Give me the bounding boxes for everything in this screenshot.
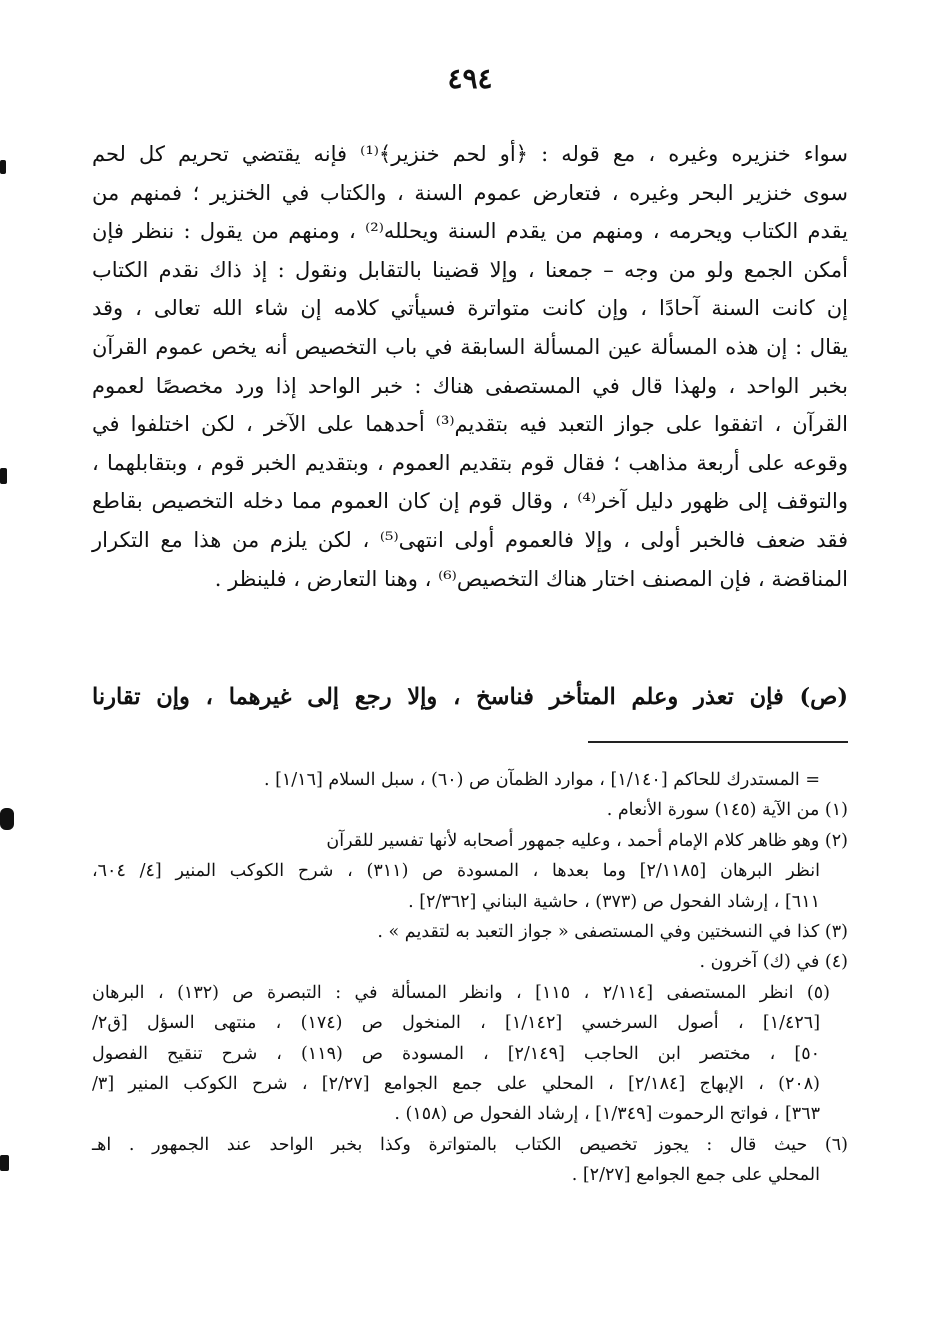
footnote-6-cont: المحلي على جمع الجوامع [٢/٢٧] . [571, 1165, 820, 1186]
body-line: والتوقف إلى ظهور دليل آخر⁽⁴⁾ ، وقال قوم إن كان العموم مما دخله التخصيص بقاطع [92, 489, 848, 514]
body-line: فقد ضعف فالخبر أولى ، وإلا فالعموم أولى انتهى⁽⁵⁾ ، لكن يلزم من هذا مع التكرار [92, 527, 848, 552]
scan-mark [0, 808, 14, 830]
body-line: وقوعه على أربعة مذاهب ؛ فقال قوم بتقديم العموم ، وبتقديم الخبر قوم ، وبتقابلهما ، [92, 450, 848, 475]
footnotes [92, 765, 848, 1190]
footnote-6: (٦) حيث قال : يجوز تخصيص الكتاب بالمتواترة وكذا بخبر الواحد عند الجمهور . اهـ [92, 1134, 848, 1155]
body-line: بخبر الواحد ، ولهذا قال في المستصفى هناك : خبر الواحد إذا ورد مخصصًا لعموم [92, 373, 848, 398]
footnote-5-cont: (٢٠٨) ، الإبهاج [٢/١٨٤] ، المحلي على جمع الجوامع [٢/٢٧] ، شرح الكوكب المنير [٣/ [92, 1073, 820, 1094]
scan-mark [0, 1155, 9, 1171]
commentary-text [92, 135, 848, 598]
footnote-3: (٣) كذا في النسختين وفي المستصفى « جواز التعبد به لتقديم » . [377, 921, 848, 942]
footnote-2-cont: ٦١١] ، إرشاد الفحول ص (٣٧٣) ، حاشية البناني [٢/٣٦٢] . [408, 891, 820, 912]
footnote-1: (١) من الآية (١٤٥) سورة الأنعام . [606, 800, 848, 821]
body-line: إن كانت السنة آحادًا ، وإن كانت متواترة فسيأتي كلامه إن شاء الله تعالى ، وقد [92, 296, 848, 321]
footnote-5-cont: ٥٠] ، مختصر ابن الحاجب [٢/١٤٩] ، المسودة ص (١١٩) ، شرح تنقيح الفصول [92, 1043, 820, 1064]
body-line: القرآن ، اتفقوا على جواز التعبد فيه بتقديم⁽³⁾ أحدهما على الآخر ، لكن اختلفوا في [92, 412, 849, 437]
body-line: أمكن الجمع ولو من وجه – جمعنا ، وإلا قضينا بالتقابل ونقول : إذ ذاك نقدم الكتاب [92, 257, 848, 282]
footnote-separator [588, 741, 848, 743]
body-line: سوى خنزير البحر وغيره ، فتعارض عموم السنة ، والكتاب في الخنزير ؛ فمنهم من [92, 180, 848, 205]
body-line: سواء خنزيره وغيره ، مع قوله : ﴿أو لحم خنزير﴾⁽¹⁾ فإنه يقتضي تحريم كل لحم [92, 142, 849, 166]
body-line: يقال : إن هذه المسألة عين المسألة السابقة في باب التخصيص أنه يخص عموم القرآن [92, 334, 848, 359]
scan-mark [0, 468, 7, 484]
scan-mark [0, 160, 6, 174]
body-line: المناقضة ، فإن المصنف اختار هناك التخصيص⁽⁶⁾ ، وهنا التعارض ، فلينظر . [214, 566, 848, 591]
footnote-2: (٢) وهو ظاهر كلام الإمام أحمد ، وعليه جمهور أصحابه لأنها تفسير للقرآن [326, 830, 848, 851]
footnote-5-cont: ٣٦٣] ، فواتح الرحموت [١/٣٤٩] ، إرشاد الفحول ص (١٥٨) . [394, 1104, 820, 1125]
footnote-continuation: = المستدرك للحاكم [١/١٤٠] ، موارد الظمآن ص (٦٠) ، سبل السلام [١/١٦] . [263, 770, 820, 790]
footnote-4: (٤) في (ك) آخرون . [699, 952, 848, 973]
footnote-5-cont: [١/٤٢٦] ، أصول السرخسي [١/١٤٢] ، المنخول ص (١٧٤) ، منتهى السؤل [ق٢/ [92, 1013, 821, 1034]
body-line: يقدم الكتاب ويحرمه ، ومنهم من يقدم السنة ويحلله⁽²⁾ ، ومنهم من يقول : ننظر فإن [92, 219, 848, 244]
page-number: ٤٩٤ [447, 62, 493, 95]
matn-text: (ص) فإن تعذر وعلم المتأخر فناسخ ، وإلا رجع إلى غيرهما ، وإن تقارنا [92, 684, 848, 710]
footnote-5: (٥) انظر المستصفى [٢/١١٤ ، ١١٥] ، وانظر المسألة في : التبصرة ص (١٣٢) ، البرهان [92, 982, 830, 1003]
footnote-2-cont: انظر البرهان [٢/١١٨٥] وما بعدها ، المسودة ص (٣١١) ، شرح الكوكب المنير [٤/ ٦٠٤، [92, 861, 820, 882]
